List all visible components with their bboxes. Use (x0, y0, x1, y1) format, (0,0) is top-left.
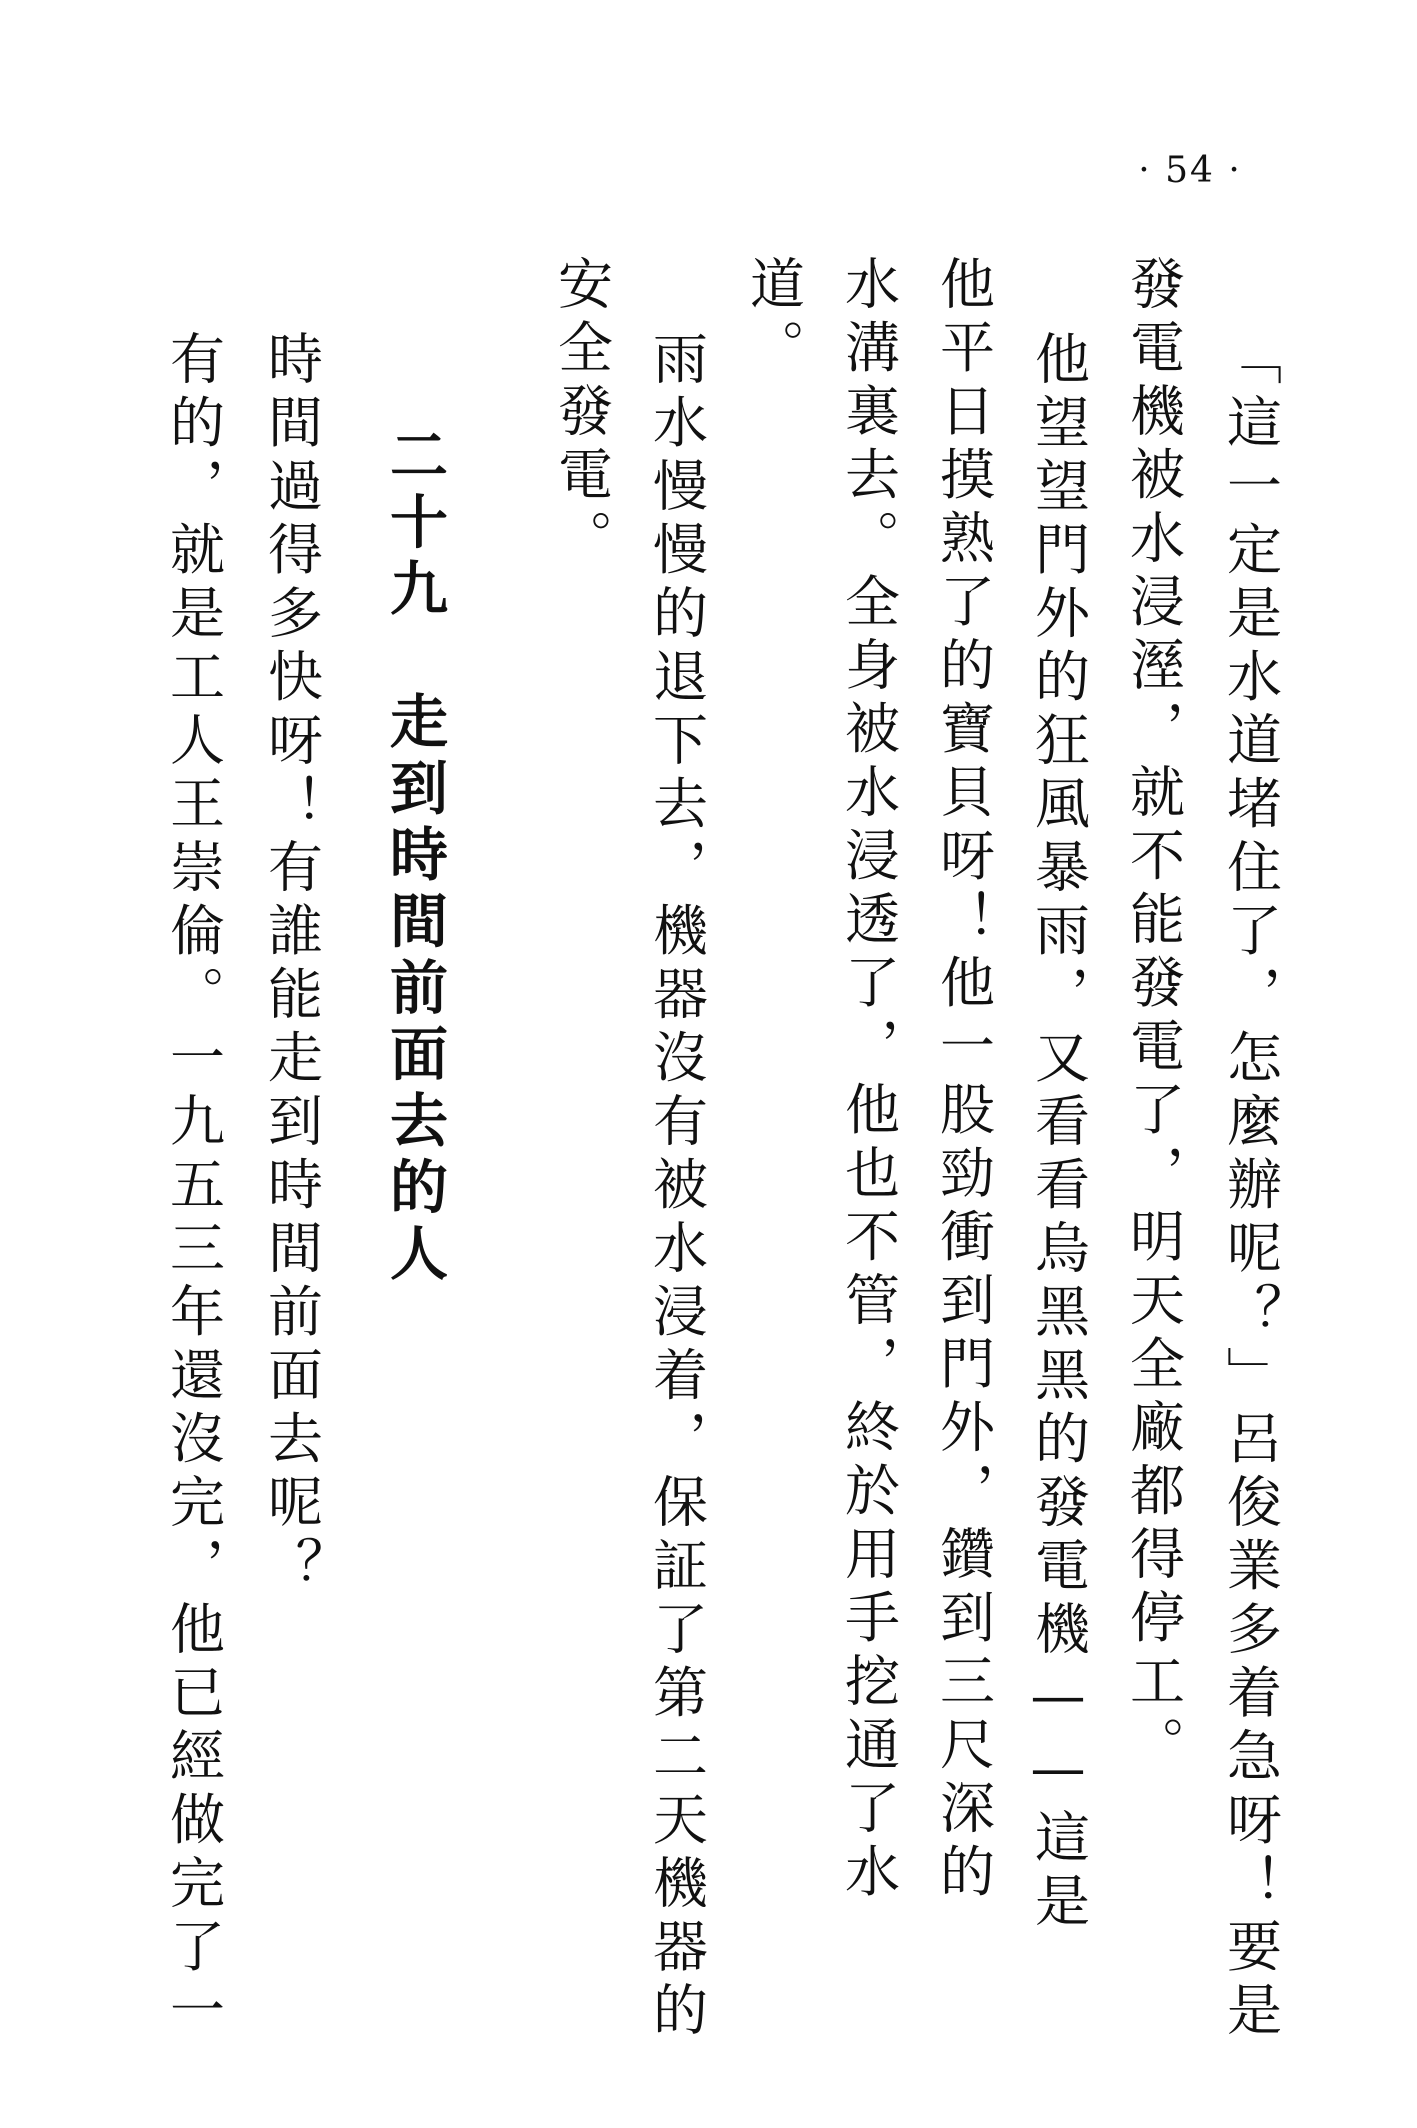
text-column: 雨水慢慢的退下去，機器沒有被水浸着，保証了第二天機器的 (644, 330, 708, 2045)
text-column: 他平日摸熟了的寶貝呀！他一股勁衝到門外，鑽到三尺深的 (931, 255, 995, 1906)
chapter-heading: 二十九 走到時間前面去的人 (380, 425, 448, 1290)
page-number: · 54 · (1138, 150, 1242, 191)
text-column: 發電機被水浸溼，就不能發電了，明天全廠都得停工。 (1121, 255, 1185, 1779)
text-column: 「這一定是水道堵住了，怎麼辦呢？」呂俊業多着急呀！要是 (1218, 330, 1282, 2045)
text-column: 道。 (741, 255, 805, 382)
text-column: 時間過得多快呀！有誰能走到時間前面去呢？ (259, 330, 323, 1600)
text-column: 水溝裏去。全身被水浸透了，他也不管，終於用手挖通了水 (836, 255, 900, 1906)
text-column: 安全發電。 (549, 255, 613, 573)
text-column: 有的，就是工人王崇倫。一九五三年還沒完，他已經做完了一 (161, 330, 225, 2045)
text-column: 他望望門外的狂風暴雨，又看看烏黑黑的發電機——這是 (1026, 330, 1090, 1936)
